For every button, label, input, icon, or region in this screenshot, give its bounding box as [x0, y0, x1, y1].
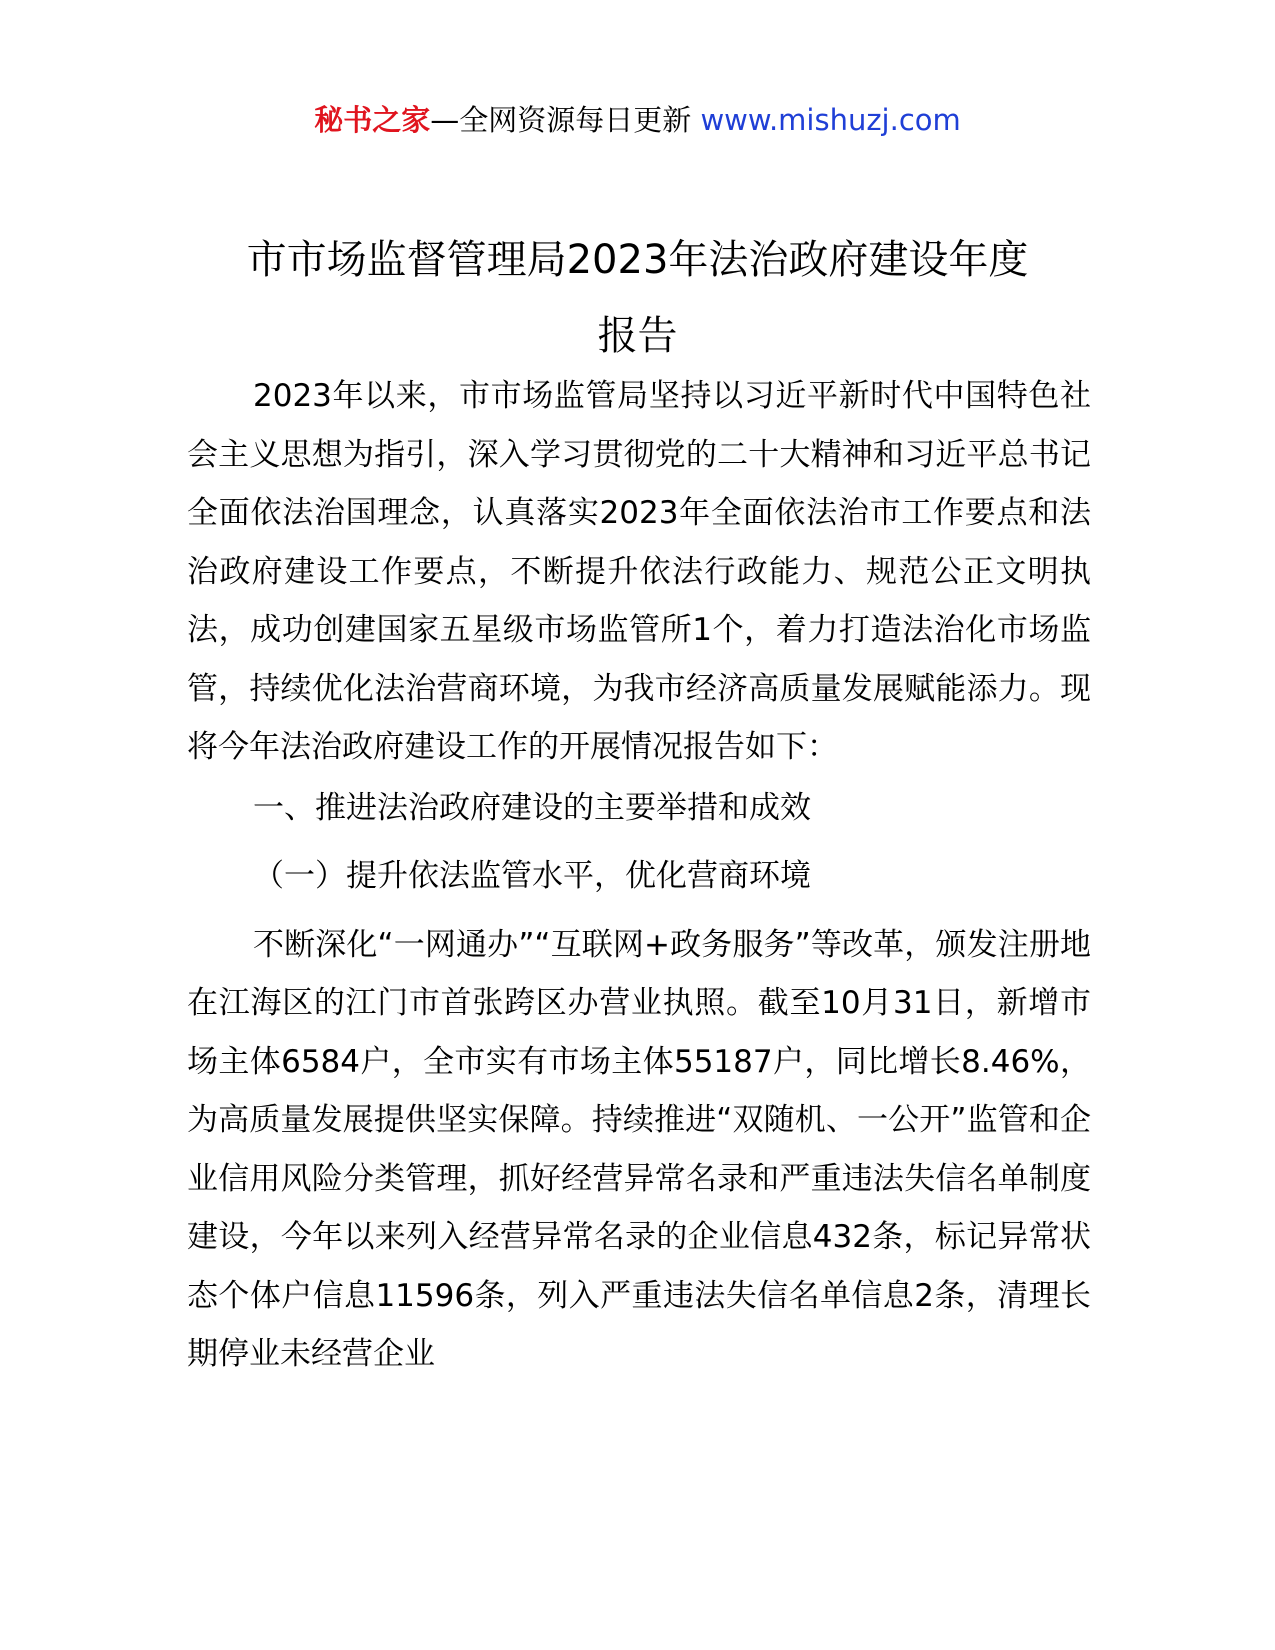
- page-header: [0, 100, 1275, 140]
- website-link[interactable]: www.mishuzj.com: [700, 103, 961, 137]
- intro-paragraph: 2023年以来，市市场监管局坚持以习近平新时代中国特色社会主义思想为指引，深入学习贯彻党的二十大精神和习近平总书记全面依法治国理念，认真落实2023年全面依法治市工作要点和法治政府建设工作要点，不断提升依法行政能力、规范公正文明执法，成功创建国家五星级市场监管所1个，着力打造法治化市场监管，持续优化法治营商环境，为我市经济高质量发展赋能添力。现将今年法治政府建设工作的开展情况报告如下：: [187, 378, 1091, 765]
- document-title: [0, 222, 1275, 374]
- title-line-2: 报告: [597, 313, 678, 359]
- document-body: [187, 367, 1091, 1384]
- body-paragraph: 不断深化“一网通办”“互联网+政务服务”等改革，颁发注册地在江海区的江门市首张跨区办营业执照。截至10月31日，新增市场主体6584户，全市实有市场主体55187户，同比增长8.46%，为高质量发展提供坚实保障。持续推进“双随机、一公开”监管和企业信用风险分类管理，抓好经营异常名录和严重违法失信名单制度建设，今年以来列入经营异常名录的企业信息432条，标记异常状态个体户信息11596条，列入严重违法失信名单信息2条，清理长期停业未经营企业: [187, 926, 1091, 1372]
- title-line-1: 市市场监督管理局2023年法治政府建设年度: [246, 237, 1029, 283]
- header-slogan: —全网资源每日更新: [430, 103, 692, 137]
- subsection-heading: （一）提升依法监管水平，优化营商环境: [253, 858, 811, 894]
- brand-name: 秘书之家: [314, 103, 431, 137]
- section-heading: 一、推进法治政府建设的主要举措和成效: [253, 789, 811, 826]
